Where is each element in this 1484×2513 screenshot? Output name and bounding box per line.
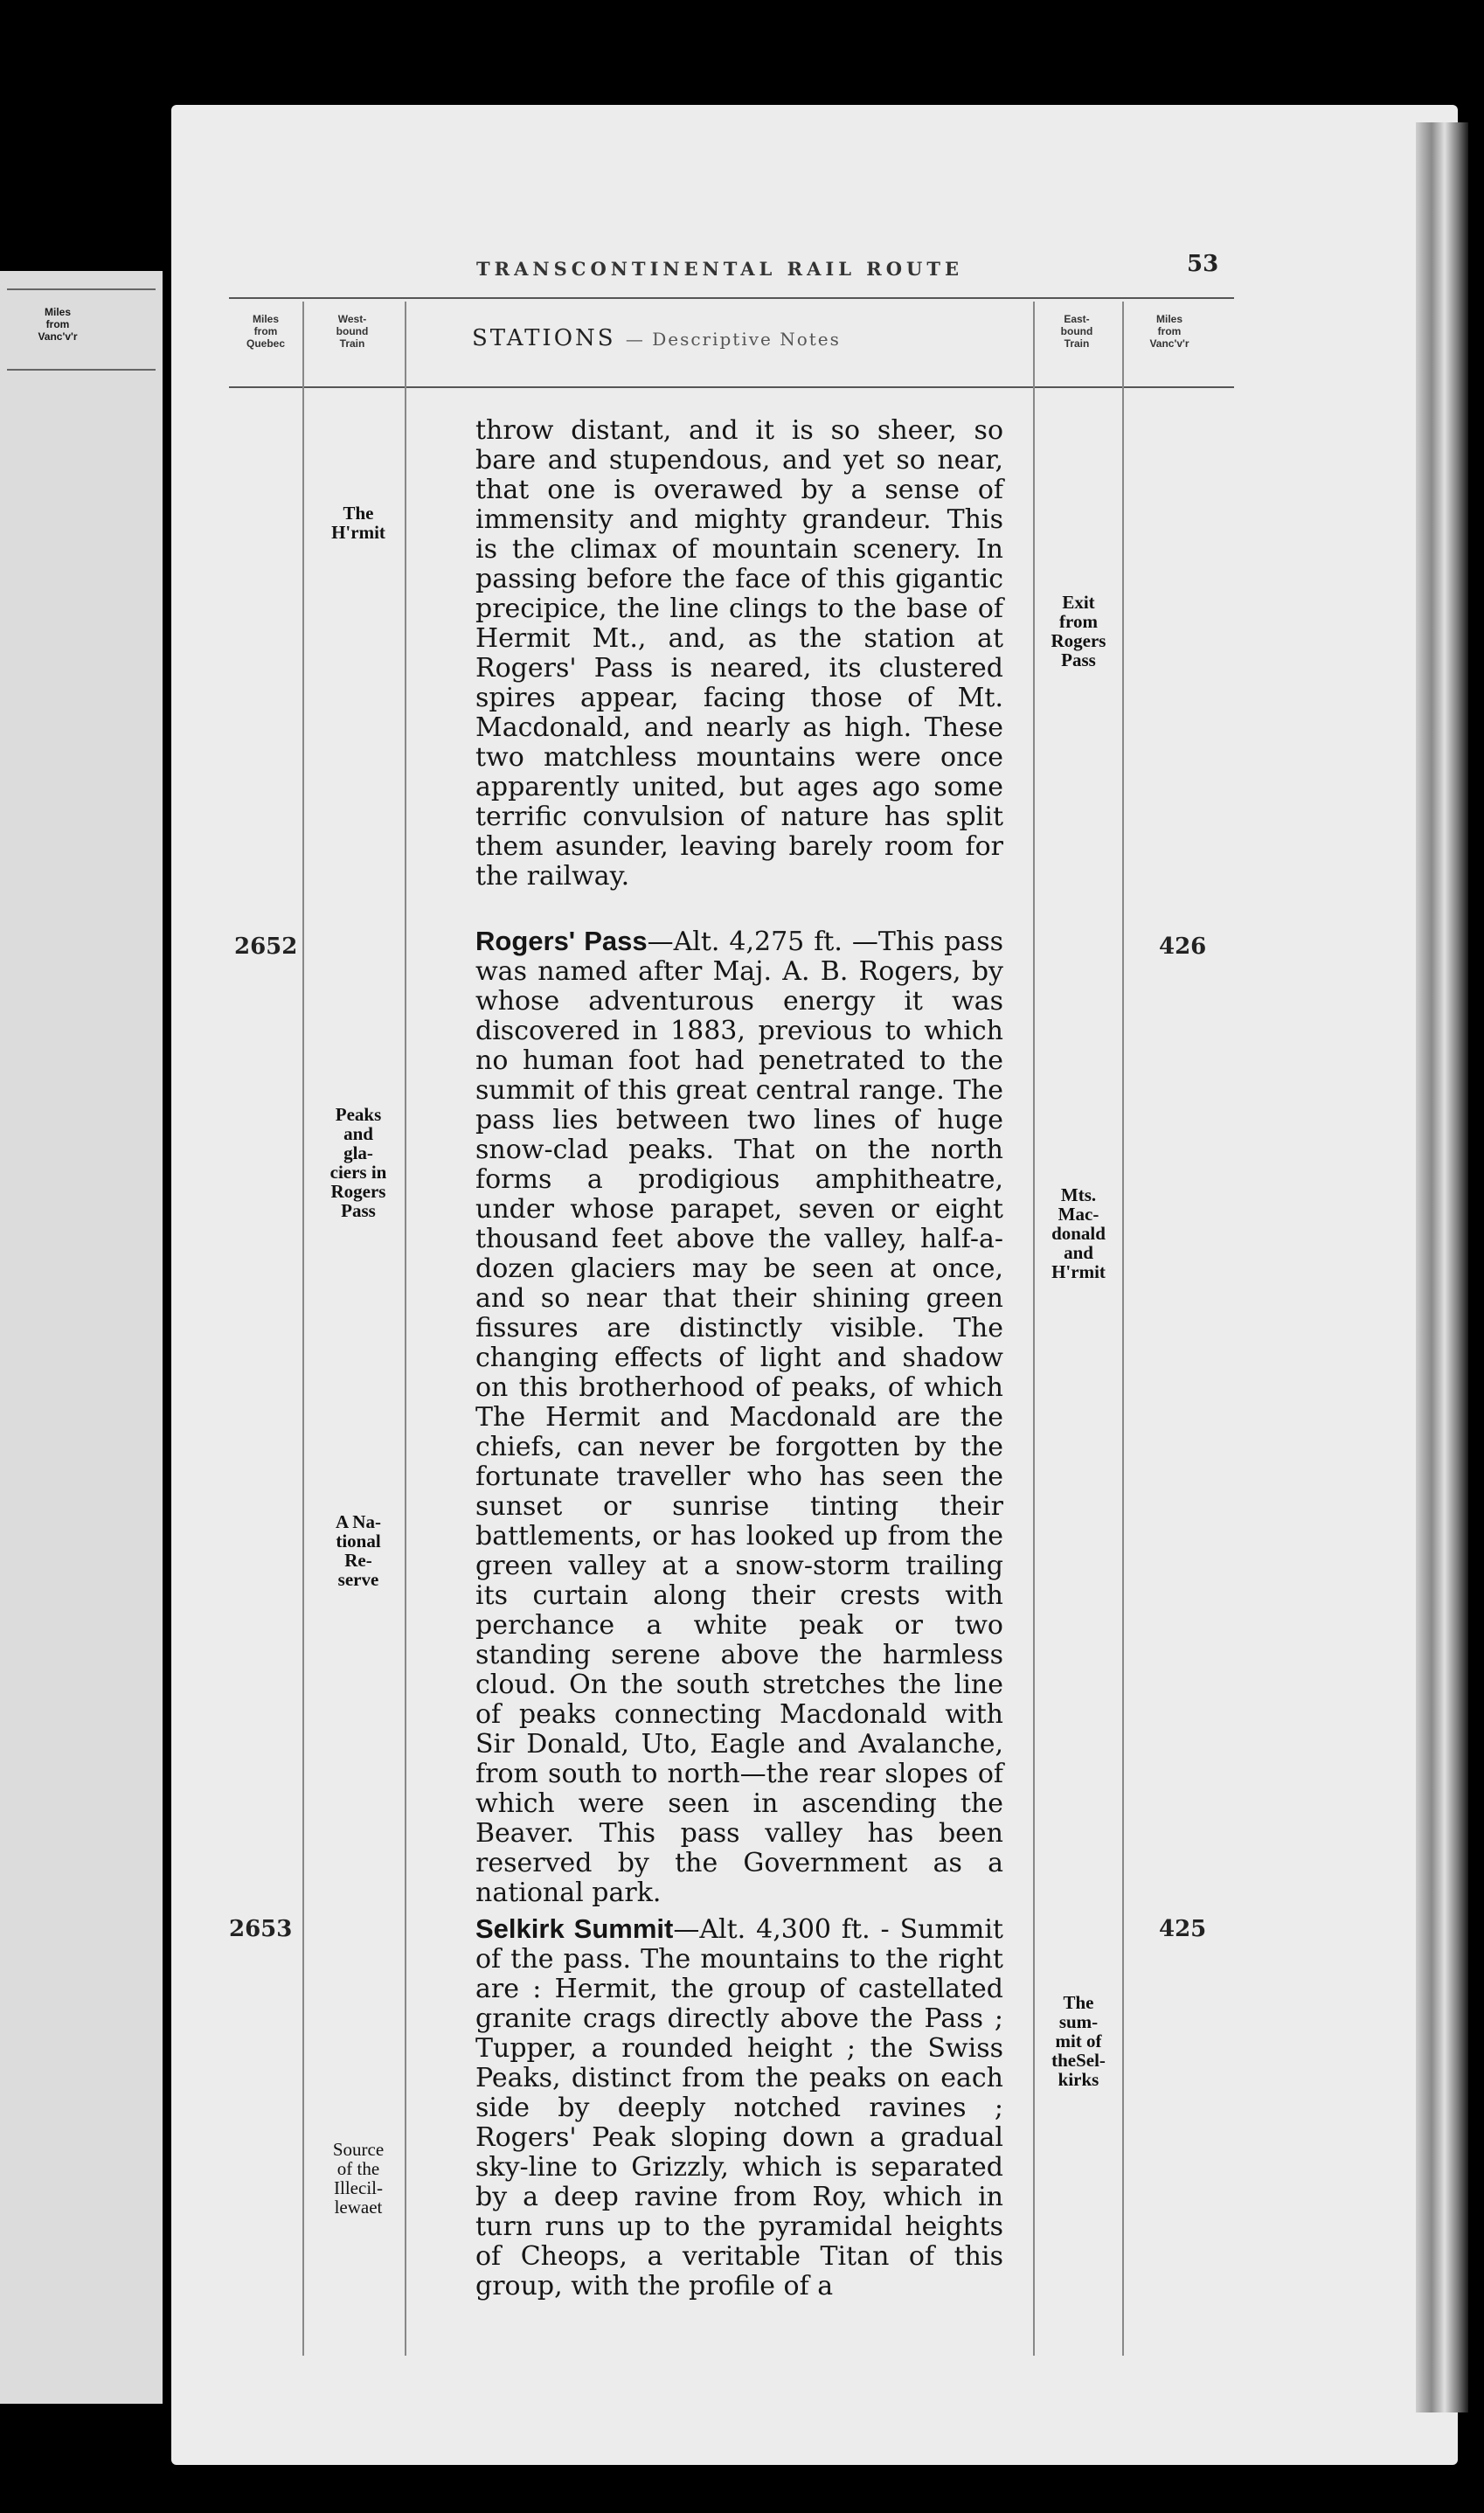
column-divider [405, 302, 406, 2356]
column-header-east-bound: East- bound Train [1060, 313, 1093, 350]
header-top-rule [229, 297, 1234, 299]
margin-note-hermit: The H'rmit [331, 503, 385, 543]
page-edge [1416, 122, 1468, 2412]
column-divider [1033, 302, 1035, 2356]
margin-note-exit: Exit from Rogers Pass [1051, 592, 1106, 670]
paragraph-text: throw distant, and it is so sheer, so bare and stupendous, and yet so near, that one is overawed by a sense of immensity and mighty grandeur. This is the climax of mountain scenery. In passing before the face of this gigantic precipice, the line clings to the base of Hermit Mt., and, as the station at Rogers' Pass is neared, its clustered spires appear, facing those of Mt. Macdonald, and nearly as high. These two matchless mountains were once apparently united, but ages ago some terrific convulsion of nature has split them asunder, leaving barely room for the railway. [475, 415, 1003, 892]
paragraph-continued [475, 416, 1003, 892]
running-title: TRANSCONTINENTAL RAIL ROUTE [476, 258, 963, 280]
mile-quebec-rogers: 2652 [234, 934, 298, 960]
stations-label: STATIONS [472, 325, 616, 351]
header-rule [7, 369, 156, 371]
mile-vancouver-selkirk: 425 [1159, 1916, 1207, 1942]
margin-note-reserve: A Na- tional Re- serve [336, 1511, 381, 1590]
margin-note-peaks: Peaks and gla- ciers in Rogers Pass [329, 1104, 387, 1221]
left-column-header: Miles from Vanc'v'r [38, 306, 78, 343]
margin-note-summit: The sum- mit of theSel- kirks [1051, 1992, 1106, 2090]
station-name: Rogers' Pass [475, 926, 648, 956]
left-page [0, 271, 163, 2404]
header-rule [7, 288, 156, 290]
column-header-miles-vancouver: Miles from Vanc'v'r [1149, 313, 1189, 350]
stations-header [472, 325, 841, 351]
paragraph-text: —Alt. 4,300 ft. - Summit of the pass. The mountains to the right are : Hermit, the group of castellated granite crags directly above the Pass ; Tupper, a rounded height ; the Swiss Peaks, distinct from the peaks on each side by deeply notched ravines ; Rogers' Peak sloping down a gradual sky-line to Grizzly, which is separated by a deep ravine from Roy, which in turn runs up to the pyramidal heights of Cheops, a veritable Titan of this group, with the profile of a [475, 1914, 1003, 2301]
column-header-miles-quebec: Miles from Quebec [246, 313, 285, 350]
paragraph-selkirk-summit [475, 1914, 1003, 2301]
paragraph-rogers-pass [475, 927, 1003, 1908]
column-header-west-bound: West- bound Train [336, 313, 369, 350]
page-number: 53 [1187, 251, 1219, 277]
mile-vancouver-rogers: 426 [1159, 934, 1207, 960]
mile-quebec-selkirk: 2653 [229, 1916, 293, 1942]
station-name: Selkirk Summit [475, 1913, 674, 1944]
header-bottom-rule [229, 386, 1234, 388]
descriptive-notes-label: — Descriptive Notes [625, 329, 841, 350]
margin-note-source: Source of the Illecil- lewaet [332, 2139, 385, 2218]
margin-note-mountains: Mts. Mac- donald and H'rmit [1051, 1184, 1106, 1282]
column-divider [302, 302, 304, 2356]
paragraph-text: —Alt. 4,275 ft. —This pass was named after Maj. A. B. Rogers, by whose adventurous energy it was discovered in 1883, previous to which no human foot had penetrated to the summit of this great central range. The pass lies between two lines of huge snow-clad peaks. That on the north forms a prodigious amphitheatre, under whose parapet, seven or eight thousand feet above the valley, half-a-dozen glaciers may be seen at once, and so near that their shining green fissures are distinctly visible. The changing effects of light and shadow on this brotherhood of peaks, of which The Hermit and Macdonald are the chiefs, can never be forgotten by the fortunate traveller who has seen the sunset or sunrise tinting their battlements, or has looked up from the green valley at a snow-storm trailing its curtain along their crests with perchance a white peak or two standing serene above the harmless cloud. On the south stretches the line of peaks connecting Macdonald with Sir Donald, Uto, Eagle and Avalanche, from south to north—the rear slopes of which were seen in ascending the Beaver. This pass valley has been reserved by the Government as a national park. [475, 927, 1003, 1908]
column-divider [1122, 302, 1124, 2356]
